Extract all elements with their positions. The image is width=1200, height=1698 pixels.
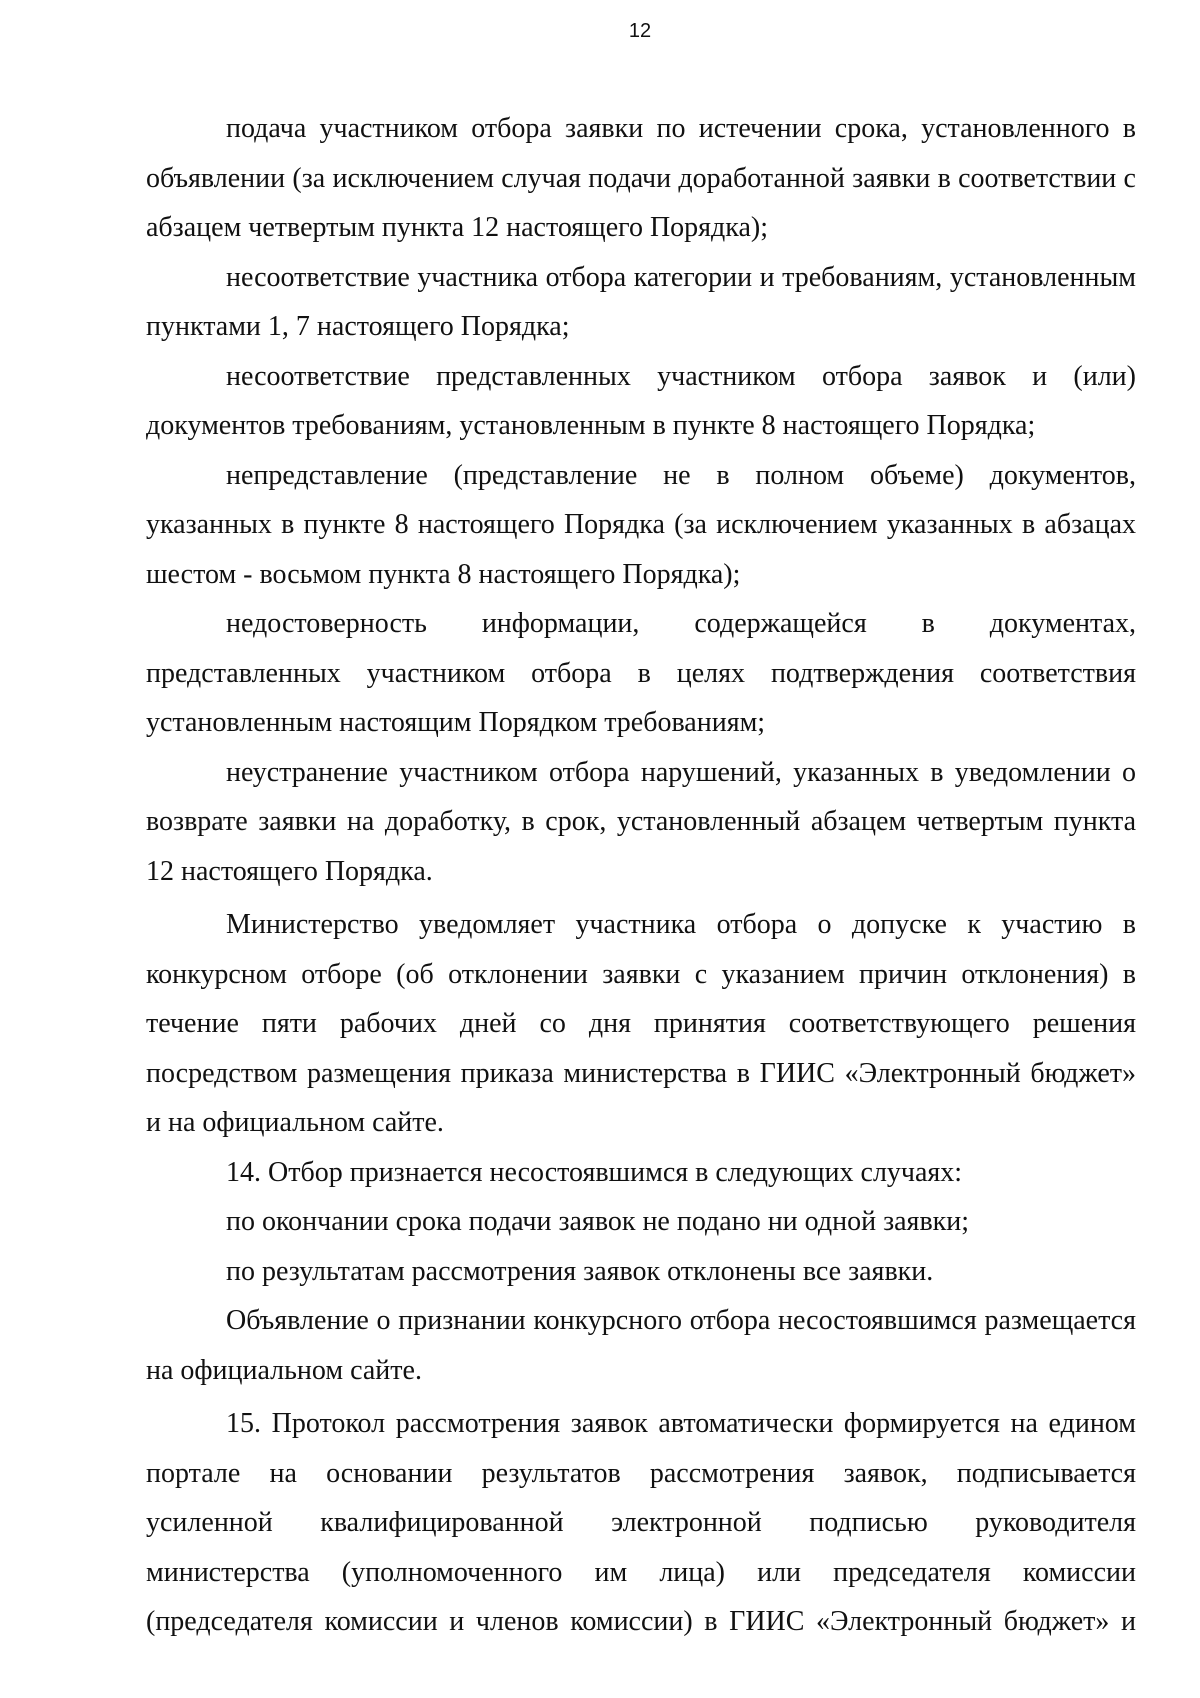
paragraph-unreliable-info: недостоверность информации, содержащейся в документах, представленных участником отбора в целях подтверждения соответствия установленным настоящим Порядком требованиям; [146, 608, 1136, 738]
paragraph-ministry-notification: Министерство уведомляет участника отбора о допуске к участию в конкурсном отборе (об отклонении заявки с указанием причин отклонения) в течение пяти рабочих дней со дня принятия соответствующего решения посредством размещения приказа министерства в ГИИС «Электронный бюджет» и на официальном сайте. [146, 909, 1136, 1138]
paragraph-violations-unresolved: неустранение участником отбора нарушений, указанных в уведомлении о возврате заявки на доработку, в срок, установленный абзацем четвертым пункта 12 настоящего Порядка. [146, 756, 1136, 887]
paragraph-documents-mismatch: несоответствие представленных участником отбора заявок и (или) документов требованиям, установленным в пункте 8 настоящего Порядка; [146, 360, 1136, 441]
paragraph-no-applications: по окончании срока подачи заявок не подано ни одной заявки; [226, 1206, 970, 1237]
paragraph-late-submission: подача участником отбора заявки по истечении срока, установленного в объявлении (за исключением случая подачи доработанной заявки в соответствии с абзацем четвертым пункта 12 настоящего Порядка); [146, 113, 1136, 243]
paragraph-all-rejected: по результатам рассмотрения заявок отклонены все заявки. [226, 1255, 934, 1287]
document-body [146, 104, 1136, 1647]
paragraph-announcement: Объявление о признании конкурсного отбора несостоявшимся размещается на официальном сайте. [146, 1305, 1136, 1386]
page-number: 12 [628, 20, 652, 42]
paragraph-item-15: 15. Протокол рассмотрения заявок автоматически формируется на едином портале на основании результатов рассмотрения заявок, подписывается усиленной квалифицированной электронной подписью руководителя министерства (уполномоченного им лица) или председателя комиссии (председателя комиссии и членов комиссии) в ГИИС «Электронный бюджет» и [146, 1408, 1136, 1637]
paragraph-category-mismatch: несоответствие участника отбора категории и требованиям, установленным пунктами 1, 7 настоящего Порядка; [146, 261, 1136, 342]
paragraph-documents-missing: непредставление (представление не в полном объеме) документов, указанных в пункте 8 настоящего Порядка (за исключением указанных в абзацах шестом - восьмом пункта 8 настоящего Порядка); [146, 459, 1136, 590]
paragraph-item-14: 14. Отбор признается несостоявшимся в следующих случаях: [226, 1156, 963, 1188]
